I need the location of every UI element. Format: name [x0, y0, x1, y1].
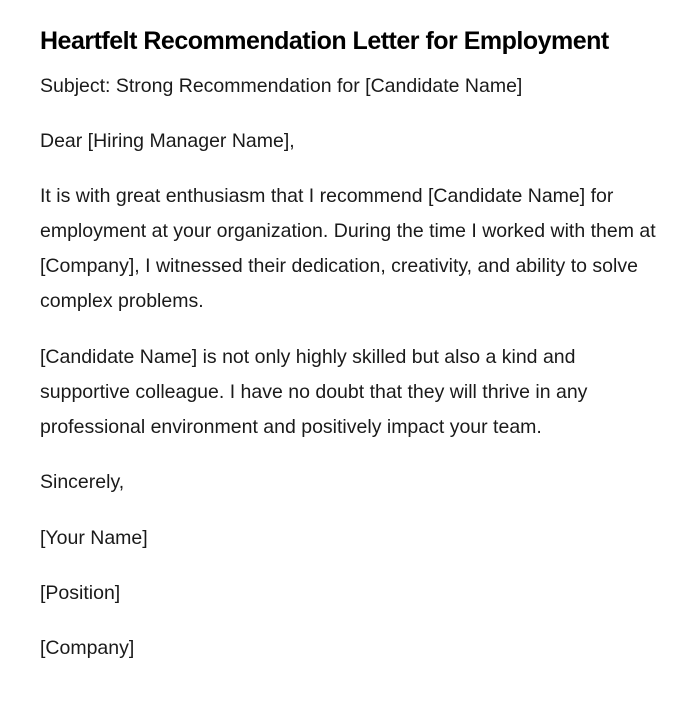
paragraph-1: It is with great enthusiasm that I recommend [Candidate Name] for employment at your organization. During the time I worked with them at [Company], I witnessed their dedication, creativity, and ability to solve complex problems. — [40, 185, 656, 312]
subject-line: Subject: Strong Recommendation for [Candidate Name] — [40, 75, 523, 97]
closing: Sincerely, — [40, 471, 125, 493]
paragraph-2: [Candidate Name] is not only highly skilled but also a kind and supportive colleague. I have no doubt that they will thrive in any professional environment and positively impact your team. — [40, 346, 588, 438]
letter-title: Heartfelt Recommendation Letter for Employment — [40, 27, 609, 55]
greeting: Dear [Hiring Manager Name], — [40, 130, 295, 152]
signature-company: [Company] — [40, 637, 135, 659]
signature-name: [Your Name] — [40, 527, 148, 549]
signature-position: [Position] — [40, 582, 121, 604]
